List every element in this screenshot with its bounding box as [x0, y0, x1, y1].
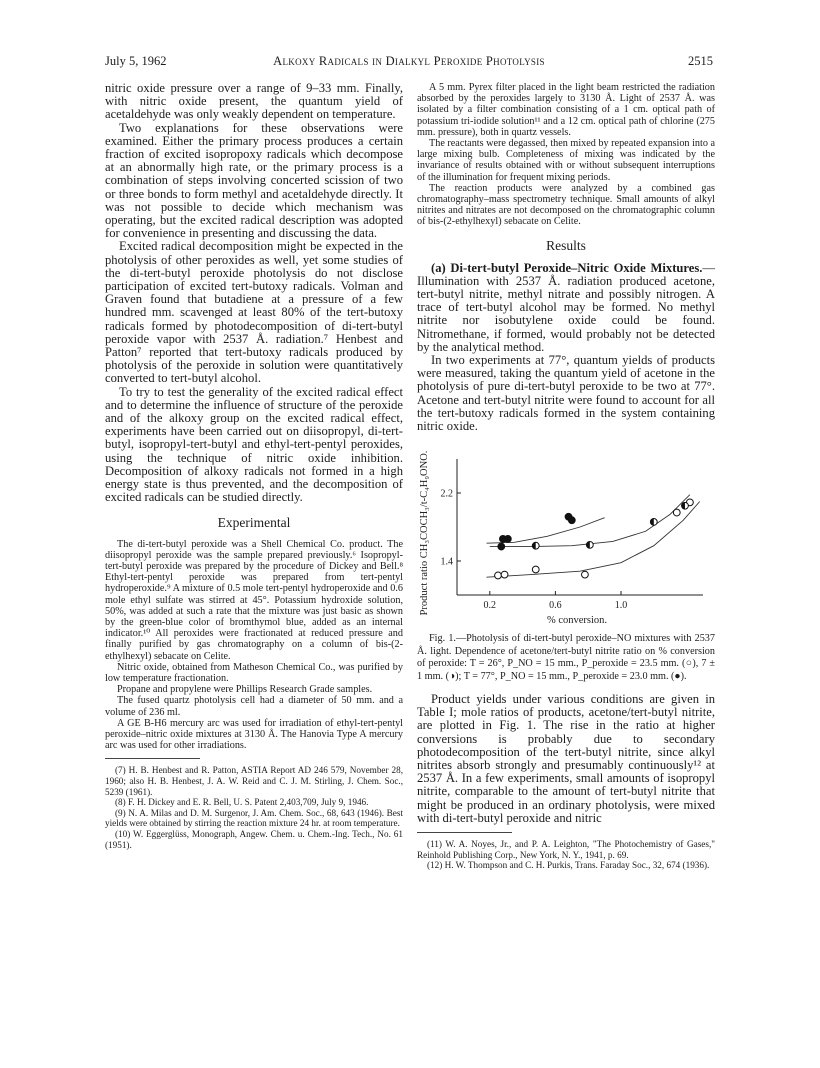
data-point-open [582, 571, 589, 578]
footnote: (9) N. A. Milas and D. M. Surgenor, J. Am. Chem. Soc., 68, 643 (1946). Best yields were obtained by stirring the reaction mixture 24 hr. at room temperature. [105, 807, 403, 829]
data-point-open [673, 509, 680, 516]
x-tick-label: 0.6 [549, 600, 562, 612]
subsection-heading: (a) Di-tert-butyl Peroxide–Nitric Oxide Mixtures. [431, 260, 703, 275]
data-point-half [682, 503, 689, 510]
y-tick-label: 1.4 [440, 556, 453, 568]
data-point-open [495, 572, 502, 579]
data-point-half [532, 543, 539, 550]
paragraph: Two explanations for these observations were examined. Either the primary process produces a certain fraction of excited isopropoxy radicals which decompose at an abnormally high rate, or the primary process is a combination of steps involving concerted scission of two or three bonds to form methyl and acetaldehyde directly. It was not possible to decide which mechanism was operating, but the excited radical description was adopted for convenience in presenting and discussing the data. [105, 120, 403, 241]
paragraph: nitric oxide pressure over a range of 9–33 mm. Finally, with nitric oxide present, the quantum yield of acetaldehyde was only weakly dependent on temperature. [105, 81, 403, 122]
footnote-divider [105, 758, 200, 759]
paragraph: Nitric oxide, obtained from Matheson Chemical Co., was purified by low temperature fractionation. [105, 661, 403, 684]
section-heading-results: Results [546, 237, 586, 253]
footnote: (8) F. H. Dickey and E. R. Bell, U. S. Patent 2,403,709, July 9, 1946. [115, 797, 369, 808]
paragraph: In two experiments at 77°, quantum yields of products were measured, taking the quantum yield of acetone in the photolysis of pure di-tert-butyl peroxide to be two at 77°. Acetone and tert-butyl nitrite were found to account for all the tert-butoxy radicals formed in the system containing nitric oxide. [417, 353, 715, 434]
x-tick-label: 0.2 [483, 600, 497, 612]
footnote: (10) W. Eggerglüss, Monograph, Angew. Chem. u. Chem.-Ing. Tech., No. 61 (1951). [105, 828, 403, 850]
y-tick-label: 2.2 [440, 488, 453, 500]
figure-caption: Fig. 1.—Photolysis of di-tert-butyl peroxide–NO mixtures with 2537 Å. light. Dependence of acetone/tert-butyl nitrite ratio on % conversion of peroxide: T = 26°, P_NO = 15 mm., P_peroxide = 23.5 mm. (○), 7 ± 1 mm. (◑); T = 77°, P_NO = 15 mm., P_peroxide = 23.0 mm. (●). [417, 633, 715, 682]
data-point-filled [568, 517, 575, 524]
paragraph: Product yields under various conditions are given in Table I; mole ratios of products, acetone/tert-butyl nitrite, are plotted in Fig. 1. The rise in the ratio at higher conversions is probably due to secondary photodecomposition of the tert-butyl nitrite, since alkyl nitrites absorb strongly and presumably continuously¹² at 2537 Å. In a few experiments, small amounts of isopropyl nitrite, comparable to the amount of tert-butyl nitrite that might be produced in an ordinary photolysis, were mixed with di-tert-butyl peroxide and nitric [417, 691, 715, 825]
paragraph: To try to test the generality of the excited radical effect and to determine the influence of structure of the peroxide and of the alkoxy group on the excited radical effect, experiments have been carried out on diisopropyl, di-tert-butyl, isopropyl-tert-butyl and ethyl-tert-pentyl peroxides, using the technique of nitric oxide inhibition. Decomposition of alkoxy radicals not formed in a high energy state is thus prevented, and the decomposition of excited radicals can be studied directly. [105, 384, 403, 505]
x-axis-label: % conversion. [546, 615, 608, 627]
data-point-open [532, 566, 539, 573]
x-tick-label: 1.0 [614, 600, 628, 612]
footnote: (7) H. B. Henbest and R. Patton, ASTIA Report AD 246 579, November 28, 1960; also H. B. Henbest, J. A. W. Reid and C. J. M. Stirling, J. Chem. Soc., 5239 (1961). [105, 765, 403, 797]
running-header [105, 54, 713, 70]
data-point-filled [504, 536, 511, 543]
section-heading-experimental: Experimental [217, 514, 291, 530]
data-point-half [650, 519, 657, 526]
paragraph: The reaction products were analyzed by a combined gas chromatography–mass spectrometry technique. Small amounts of alkyl nitrites and nitrates are not decomposed on the chromatographic column of bis-(2-ethylhexyl) sebacate on Celite. [417, 182, 715, 228]
paragraph: —Illumination with 2537 Å. radiation produced acetone, tert-butyl nitrite, methyl nitrate and possibly nitrogen. A trace of tert-butyl alcohol may be formed. No methyl nitrite nor isobutylene oxide could be found. Nitromethane, if formed, would probably not be detected by the analytical method. [417, 260, 715, 354]
paragraph: A GE B-H6 mercury arc was used for irradiation of ethyl-tert-pentyl peroxide–nitric oxide mixtures at 3130 Å. The Hanovia Type A mercury arc was used for other irradiations. [105, 717, 403, 752]
right-column [417, 82, 715, 871]
figure-1-chart [417, 439, 715, 629]
footnote-divider [417, 832, 512, 833]
left-column [105, 82, 403, 850]
paragraph: The reactants were degassed, then mixed by repeated expansion into a large mixing bulb. Completeness of mixing was indicated by the invariance of results obtained with or without subsequent interruptions of the illumination for frequent mixing periods. [417, 138, 715, 183]
paragraph: Excited radical decomposition might be expected in the photolysis of other peroxides as well, yet some studies of the di-tert-butyl peroxide photolysis do not disclose participation of excited tert-butoxy radicals. Volman and Graven found that butadiene at a pressure of a few hundred mm. scavenged at least 80% of the tert-butoxy radicals formed by photodecomposition of di-tert-butyl peroxide vapor with 2537 Å. radiation.⁷ Henbest and Patton⁷ reported that tert-butoxy radicals produced by photolysis of the peroxide in solution were quantitatively converted to tert-butyl alcohol. [105, 239, 403, 386]
header-title: Alkoxy Radicals in Dialkyl Peroxide Photolysis [273, 54, 545, 68]
fitted-curve [487, 502, 700, 578]
paragraph: Propane and propylene were Phillips Research Grade samples. [117, 684, 373, 696]
header-date: July 5, 1962 [105, 54, 167, 68]
footnote: (11) W. A. Noyes, Jr., and P. A. Leighton, "The Photochemistry of Gases," Reinhold Publishing Corp., New York, N. Y., 1941, p. 69. [417, 838, 715, 860]
header-page-number: 2515 [688, 54, 713, 68]
fitted-curve [490, 495, 690, 547]
y-axis-label: Product ratio CH₃COCH₃/t-C₄H₉ONO. [419, 450, 430, 616]
data-point-half [586, 542, 593, 549]
data-point-open [501, 571, 508, 578]
data-point-filled [498, 543, 505, 550]
paragraph: The fused quartz photolysis cell had a diameter of 50 mm. and a volume of 236 ml. [105, 695, 403, 718]
paragraph: The di-tert-butyl peroxide was a Shell Chemical Co. product. The diisopropyl peroxide was the sample prepared previously.⁶ Isopropyl-tert-butyl peroxide was prepared by the procedure of Dickey and Bell.⁸ Ethyl-tert-pentyl peroxide was prepared from tert-pentyl hydroperoxide.⁹ A mixture of 0.5 mole tert-pentyl hydroperoxide and 0.6 mole ethyl sulfate was stirred at 45°. Potassium hydroxide solution, 50%, was added at such a rate that the mixture was just basic as shown by the green-blue color of bromthymol blue, added as an internal indicator.¹⁰ All peroxides were fractionated at reduced pressure and finally purified by gas chromatography on a column of bis-(2-ethylhexyl) sebacate on Celite. [105, 538, 403, 662]
paragraph: A 5 mm. Pyrex filter placed in the light beam restricted the radiation absorbed by the peroxides largely to 3130 Å. Light of 2537 Å. was isolated by a filter combination consisting of a 1 cm. optical path of potassium tri-iodide solution¹¹ and a 12 cm. optical path of chlorine (275 mm. pressure), both in quartz vessels. [417, 82, 715, 138]
figure-1 [417, 439, 715, 629]
footnote: (12) H. W. Thompson and C. H. Purkis, Trans. Faraday Soc., 32, 674 (1936). [427, 860, 710, 871]
